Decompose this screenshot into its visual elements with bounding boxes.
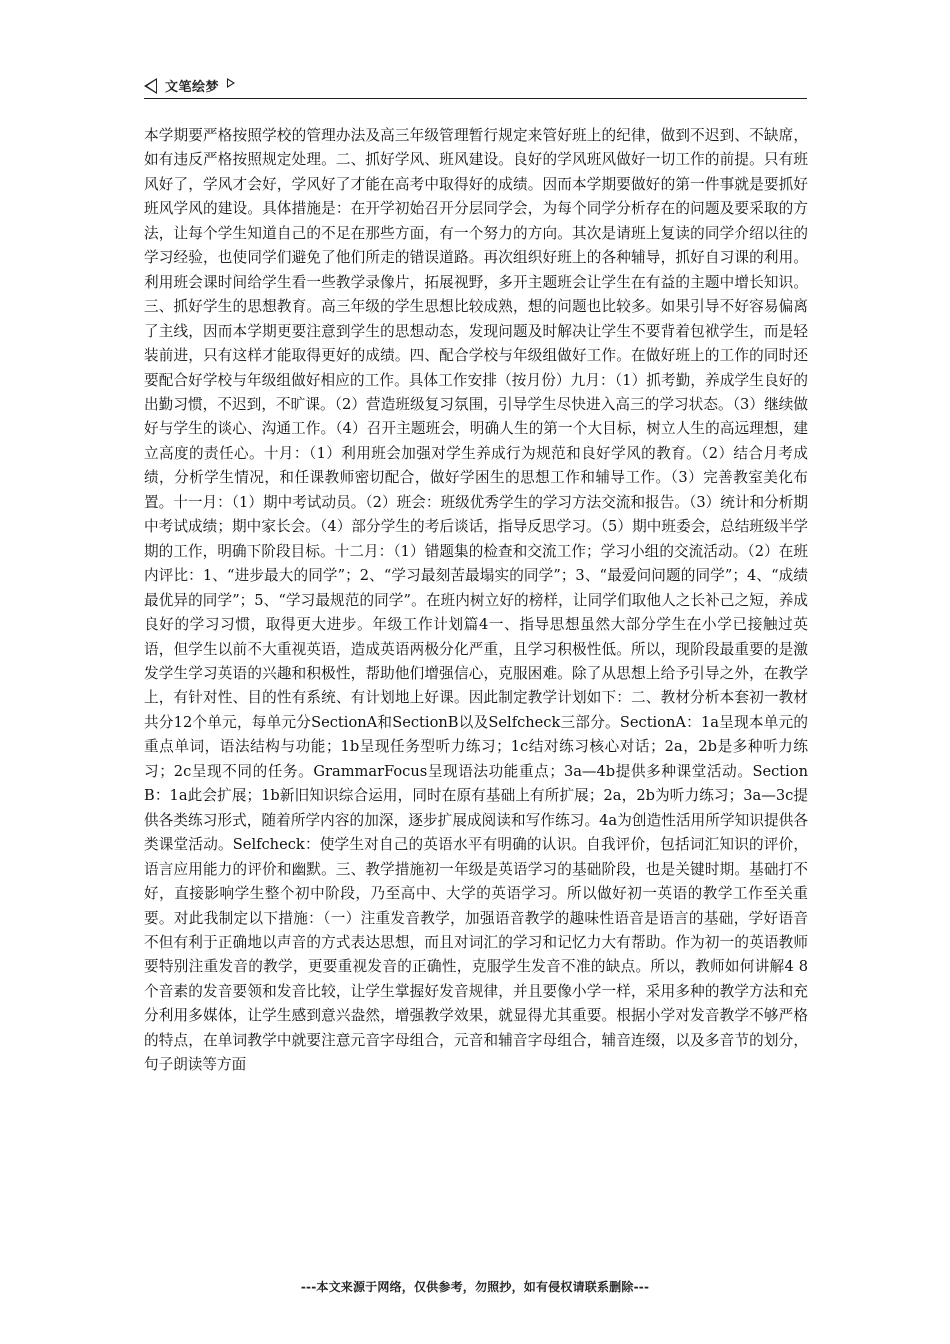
left-triangle-icon <box>144 78 157 94</box>
header-brand-group <box>144 76 235 95</box>
footer-notice: ---本文来源于网络，仅供参考，勿照抄，如有侵权请联系删除--- <box>300 1280 650 1294</box>
right-triangle-icon <box>227 78 235 88</box>
page-header <box>144 74 807 99</box>
brand-name: 文笔绘梦 <box>165 80 220 95</box>
document-body-text: 本学期要严格按照学校的管理办法及高三年级管理暂行规定来管好班上的纪律，做到不迟到、不缺席，如有违反严格按照规定处理。二、抓好学风、班风建设。良好的学风班风做好一切工作的前提。只有班风好了，学风才会好，学风好了才能在高考中取得好的成绩。因而本学期要做好的第一件事就是要抓好班风学风的建设。具体措施是：在开学初始召开分层同学会，为每个同学分析存在的问题及要采取的方法，让每个学生知道自己的不足在那些方面，有一个努力的方向。其次是请班上复读的同学介绍以往的学习经验，也使同学们避免了他们所走的错误道路。再次组织好班上的各种辅导，抓好自习课的利用。利用班会课时间给学生看一些教学录像片，拓展视野，多开主题班会让学生在有益的主题中增长知识。三、抓好学生的思想教育。高三年级的学生思想比较成熟，想的问题也比较多。如果引导不好容易偏离了主线，因而本学期更要注意到学生的思想动态，发现问题及时解决让学生不要背着包袱学生，而是轻装前进，只有这样才能取得更好的成绩。四、配合学校与年级组做好工作。在做好班上的工作的同时还要配合好学校与年级组做好相应的工作。具体工作安排（按月份）九月：（1）抓考勤，养成学生良好的出勤习惯，不迟到，不旷课。（2）营造班级复习氛围，引导学生尽快进入高三的学习状态。（3）继续做好与学生的谈心、沟通工作。（4）召开主题班会，明确人生的第一个大目标，树立人生的高远理想，建立高度的责任心。十月：（1）利用班会加强对学生养成行为规范和良好学风的教育。（2）结合月考成绩，分析学生情况，和任课教师密切配合，做好学困生的思想工作和辅导工作。（3）完善教室美化布置。十一月：（1）期中考试动员。（2）班会：班级优秀学生的学习方法交流和报告。（3）统计和分析期中考试成绩；期中家长会。（4）部分学生的考后谈话，指导反思学习。（5）期中班委会，总结班级半学期的工作，明确下阶段目标。十二月：（1）错题集的检查和交流工作；学习小组的交流活动。（2）在班内评比：1、“进步最大的同学”；2、“学习最刻苦最塌实的同学”；3、“最爱问问题的同学”；4、“成绩最优异的同学”；5、“学习最规范的同学”。在班内树立好的榜样，让同学们取他人之长补己之短，养成良好的学习习惯，取得更大进步。年级工作计划篇4一、指导思想虽然大部分学生在小学已接触过英语，但学生以前不大重视英语，造成英语两极分化严重，且学习积极性低。所以，现阶段最重要的是激发学生学习英语的兴趣和积极性，帮助他们增强信心，克服困难。除了从思想上给予引导之外，在教学上，有针对性、目的性有系统、有计划地上好课。因此制定教学计划如下：二、教材分析本套初一教材共分12个单元，每单元分SectionA和SectionB以及Selfcheck三部分。SectionA：1a呈现本单元的重点单词，语法结构与功能；1b呈现任务型听力练习；1c结对练习核心对话；2a，2b是多种听力练习；2c呈现不同的任务。GrammarFocus呈现语法功能重点；3a—4b提供多种课堂活动。SectionB：1a此会扩展；1b新旧知识综合运用，同时在原有基础上有所扩展；2a，2b为听力练习；3a—3c提供各类练习形式，随着所学内容的加深，逐步扩展成阅读和写作练习。4a为创造性活用所学知识提供各类课堂活动。Selfcheck：使学生对自己的英语水平有明确的认识。自我评价，包括词汇知识的评价，语言应用能力的评价和幽默。三、教学措施初一年级是英语学习的基础阶段，也是关键时期。基础打不好，直接影响学生整个初中阶段，乃至高中、大学的英语学习。所以做好初一英语的教学工作至关重要。对此我制定以下措施：（一）注重发音教学，加强语音教学的趣味性语音是语言的基础，学好语音不但有利于正确地以声音的方式表达思想，而且对词汇的学习和记忆力大有帮助。作为初一的英语教师要特别注重发音的教学，更要重视发音的正确性，克服学生发音不准的缺点。所以，教师如何讲解4 8个音素的发音要领和发音比较，让学生掌握好发音规律，并且要像小学一样，采用多种的教学方法和充分利用多媒体，让学生感到意兴盎然，增强教学效果，就显得尤其重要。根据小学对发音教学不够严格的特点，在单词教学中就要注意元音字母组合，元音和辅音字母组合，辅音连缀，以及多音节的划分，句子朗读等方面 <box>144 127 808 1074</box>
